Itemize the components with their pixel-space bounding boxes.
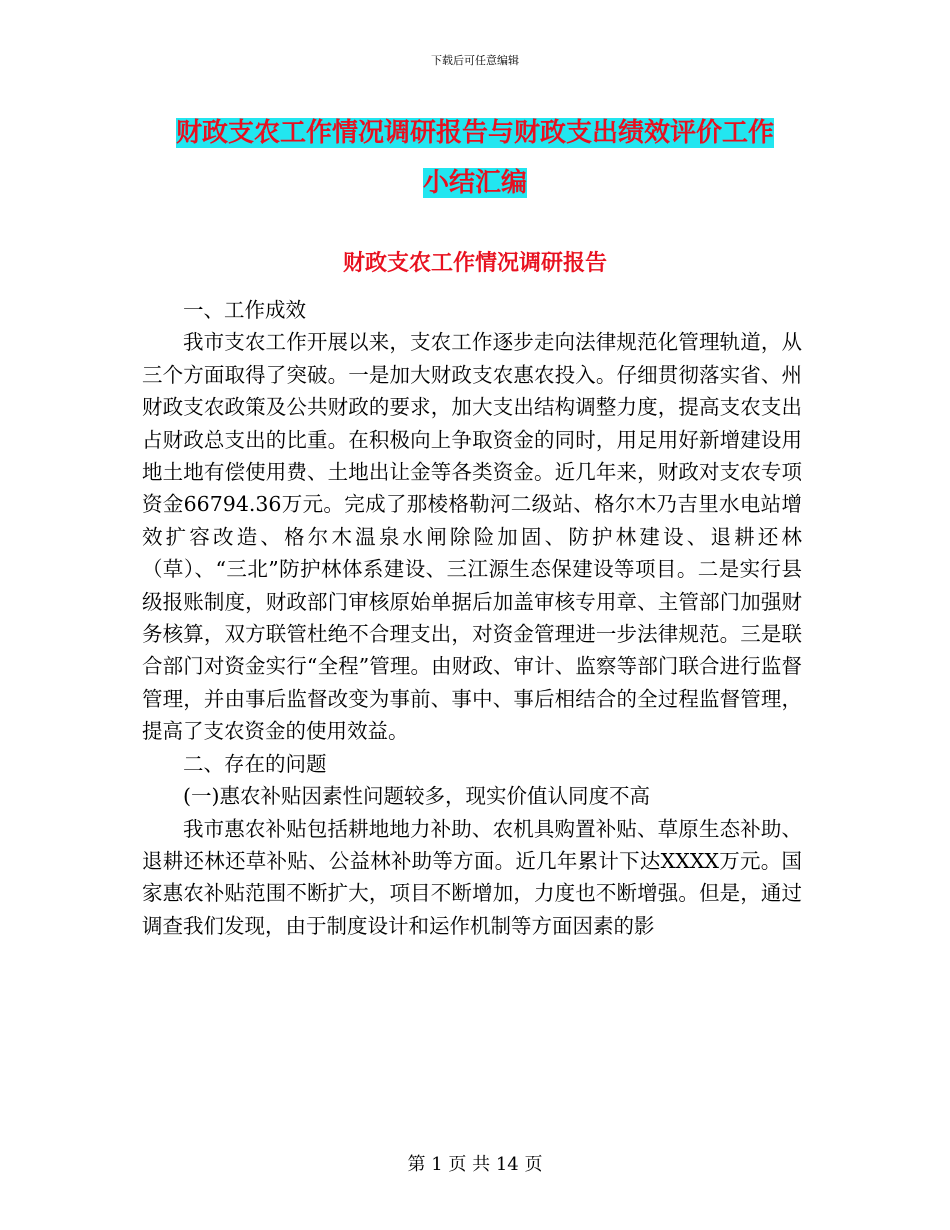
document-body — [142, 294, 802, 942]
document-title-line-2: 小结汇编 — [422, 168, 527, 198]
document-title-line-1: 财政支农工作情况调研报告与财政支出绩效评价工作 — [175, 118, 774, 148]
paragraph-achievements: 我市支农工作开展以来，支农工作逐步走向法律规范化管理轨道，从三个方面取得了突破。一是加大财政支农惠农投入。仔细贯彻落实省、州财政支农政策及公共财政的要求，加大支出结构调整力度，提高支农支出占财政总支出的比重。在积极向上争取资金的同时，用足用好新增建设用地土地有偿使用费、土地出让金等各类资金。近几年来，财政对支农专项资金66794.36万元。完成了那棱格勒河二级站、格尔木乃吉里水电站增效扩容改造、格尔木温泉水闸除险加固、防护林建设、退耕还林（草）、“三北”防护林体系建设、三江源生态保建设等项目。二是实行县级报账制度，财政部门审核原始单据后加盖审核专用章、主管部门加强财务核算，双方联管杜绝不合理支出，对资金管理进一步法律规范。三是联合部门对资金实行“全程”管理。由财政、审计、监察等部门联合进行监督管理，并由事后监督改变为事前、事中、事后相结合的全过程监督管理，提高了支农资金的使用效益。 — [142, 330, 802, 744]
heading-problems: 二、存在的问题 — [183, 751, 327, 776]
page-header-note: 下载后可任意编辑 — [431, 54, 519, 67]
heading-achievements: 一、工作成效 — [183, 298, 306, 322]
page-number-footer: 第 1 页 共 14 页 — [407, 1154, 543, 1175]
subheading-subsidy-problems: (一)惠农补贴因素性问题较多，现实价值认同度不高 — [183, 784, 650, 809]
document-title — [120, 108, 830, 208]
section-title: 财政支农工作情况调研报告 — [342, 250, 607, 276]
paragraph-subsidy-problems: 我市惠农补贴包括耕地地力补助、农机具购置补贴、草原生态补助、退耕还林还草补贴、公益林补助等方面。近几年累计下达XXXX万元。国家惠农补贴范围不断扩大，项目不断增加，力度也不断增强。但是，通过调查我们发现，由于制度设计和运作机制等方面因素的影 — [142, 816, 802, 938]
